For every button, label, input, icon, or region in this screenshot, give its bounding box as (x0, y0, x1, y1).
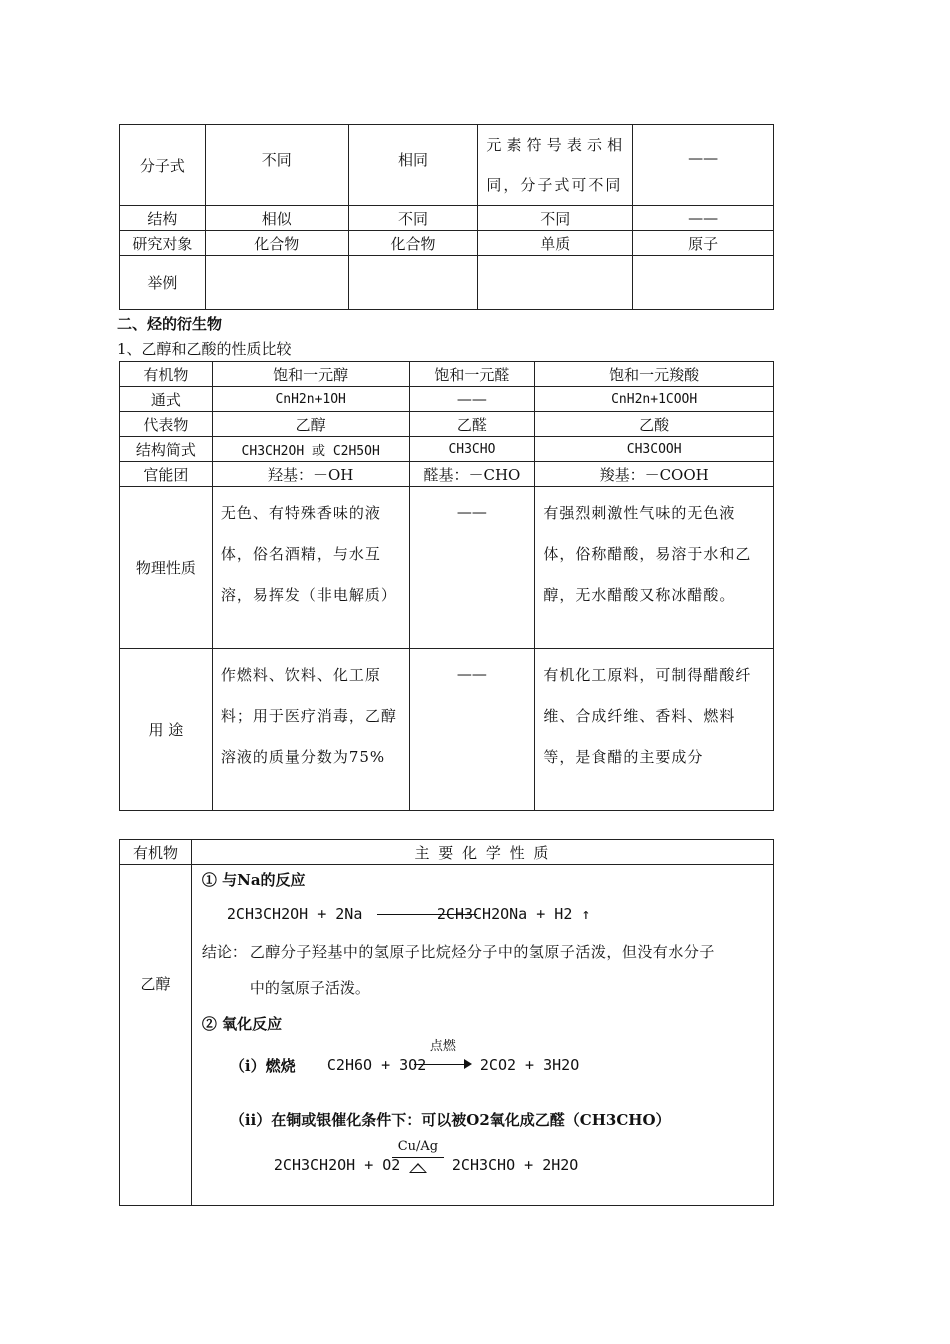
cell: CH3CH2OH 或 C2H5OH (212, 437, 409, 462)
cell (478, 256, 633, 310)
header-alcohol-text: 饱和一元醇 (273, 365, 349, 384)
cell: CH3CHO (409, 437, 535, 462)
sub1-title: （ⅰ）燃烧 (229, 1057, 296, 1075)
row-label: 分子式 (120, 125, 206, 206)
condition-label: 点燃 (429, 1039, 456, 1054)
cell: 有强烈刺激性气味的无色液体，俗称醋酸，易溶于水和乙醇，无水醋酸又称冰醋酸。 (535, 487, 774, 649)
cell (348, 256, 478, 310)
cell: 乙酸 (535, 412, 774, 437)
eq2-left: C2H6O + 3O2 (326, 1056, 427, 1074)
row-label: 结构简式 (120, 437, 213, 462)
cell: 不同 (478, 206, 633, 231)
formula-alcohol: CnH2n+1OH (212, 387, 409, 412)
cell: 相似 (205, 206, 348, 231)
cell: —— (409, 487, 535, 649)
substance-label: 乙醇 (120, 865, 192, 1206)
cell: 无色、有特殊香味的液体，俗名酒精，与水互溶，易挥发（非电解质） (212, 487, 409, 649)
header-title: 主 要 化 学 性 质 (191, 840, 773, 865)
conclusion-line2: 中的氢原子活泼。 (249, 979, 370, 997)
row-label: 官能团 (120, 462, 213, 487)
eq3-right: 2CH3CHO + 2H2O (451, 1156, 579, 1174)
row-label: 通式 (120, 387, 213, 412)
eq1-right: 2CH3CH2ONa + H2 ↑ (436, 905, 591, 923)
subsection-title: 1、乙醇和乙酸的性质比较 (117, 340, 292, 358)
cell: 作燃料、饮料、化工原料；用于医疗消毒，乙醇溶液的质量分数为75% (212, 649, 409, 811)
row-label: 研究对象 (120, 231, 206, 256)
conclusion-line1: 乙醇分子羟基中的氢原子比烷烃分子中的氢原子活泼，但没有水分子 (249, 943, 715, 961)
cell: 有机化工原料，可制得醋酸纤维、合成纤维、香料、燃料等，是食醋的主要成分 (535, 649, 774, 811)
header-aldehyde-text: 饱和一元醛 (434, 365, 510, 384)
row-label: 结构 (120, 206, 206, 231)
row-label: 举例 (120, 256, 206, 310)
cell: 醛基：－CHO (409, 462, 535, 487)
cell: 乙醛 (409, 412, 535, 437)
formula-acid: CnH2n+1COOH (535, 387, 774, 412)
cell (633, 256, 774, 310)
cell: 乙醇 (212, 412, 409, 437)
chemical-properties-table (119, 839, 774, 1206)
header-alcohol (212, 362, 409, 387)
cell: 羟基：－OH (212, 462, 409, 487)
conclusion-label: 结论： (201, 943, 247, 961)
cell: 化合物 (205, 231, 348, 256)
header-acid (535, 362, 774, 387)
cell: 单质 (478, 231, 633, 256)
cell: 化合物 (348, 231, 478, 256)
header-acid-text: 饱和一元羧酸 (609, 365, 700, 384)
cell: CH3COOH (535, 437, 774, 462)
sub2-title: （ⅱ）在铜或银催化条件下：可以被O2氧化成乙醛（CH3CHO） (229, 1111, 671, 1129)
cell: —— (633, 125, 774, 206)
heat-triangle-icon (409, 1163, 427, 1173)
formula-aldehyde: —— (409, 387, 535, 412)
cell (205, 256, 348, 310)
cell: 元素符号表示相同，分子式可不同 (478, 125, 633, 206)
cell: —— (633, 206, 774, 231)
eq1-left: 2CH3CH2OH + 2Na (226, 905, 363, 923)
cell: —— (409, 649, 535, 811)
eq3-left: 2CH3CH2OH + O2 (273, 1156, 401, 1174)
item1-title: ① 与Na的反应 (201, 871, 306, 889)
reaction-arrow (414, 1039, 472, 1073)
cell: 羧基：－COOH (535, 462, 774, 487)
cell: 原子 (633, 231, 774, 256)
row-label: 用 途 (120, 649, 213, 811)
cell: 不同 (205, 125, 348, 206)
item2-title: ② 氧化反应 (201, 1015, 283, 1033)
header-aldehyde (409, 362, 535, 387)
cell: 相同 (348, 125, 478, 206)
derivatives-table (119, 361, 774, 811)
condition-label: Cu/Ag (397, 1139, 439, 1154)
eq2-right: 2CO2 + 3H2O (479, 1056, 580, 1074)
properties-cell (191, 865, 773, 1206)
cell: 不同 (348, 206, 478, 231)
reaction-arrow (392, 1139, 444, 1173)
row-label: 物理性质 (120, 487, 213, 649)
header-label: 有机物 (120, 362, 213, 387)
comparison-table (119, 124, 774, 310)
section-title: 二、烃的衍生物 (117, 315, 223, 333)
row-label: 代表物 (120, 412, 213, 437)
header-label: 有机物 (120, 840, 192, 865)
